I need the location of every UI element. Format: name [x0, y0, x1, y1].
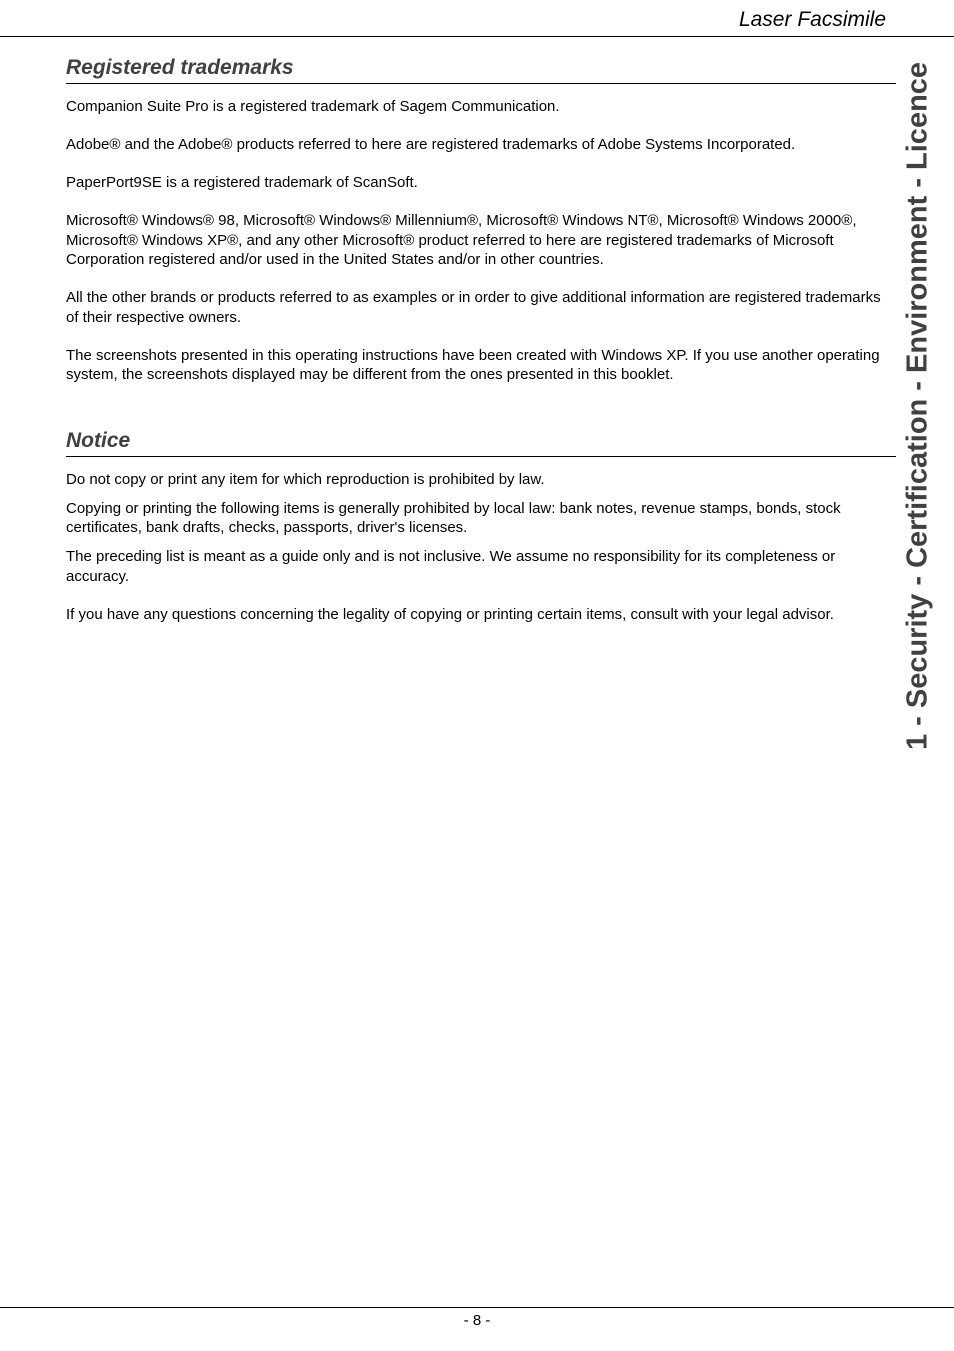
- paragraph: Companion Suite Pro is a registered trademark of Sagem Communication.: [66, 98, 560, 115]
- paragraph: PaperPort9SE is a registered trademark of ScanSoft.: [66, 174, 418, 191]
- page-number: - 8 -: [463, 1312, 491, 1329]
- header-divider: [0, 36, 954, 37]
- paragraph: Copying or printing the following items is generally prohibited by local law: bank notes, revenue stamps, bonds, stock certificates, bank drafts, checks, passports, driver's licenses.: [66, 499, 841, 536]
- paragraph: Adobe® and the Adobe® products referred to here are registered trademarks of Adobe Systems Incorporated.: [66, 136, 796, 153]
- section-heading-notice: Notice: [66, 427, 896, 457]
- chapter-side-tab-label: 1 - Security - Certification - Environment - Licence: [901, 61, 934, 751]
- document-header-title: Laser Facsimile: [738, 8, 886, 31]
- page-content: [66, 54, 896, 624]
- section-heading-trademarks: Registered trademarks: [66, 54, 896, 84]
- paragraph: All the other brands or products referred to as examples or in order to give additional information are registered trademarks of their respective owners.: [66, 289, 881, 326]
- paragraph: Do not copy or print any item for which reproduction is prohibited by law.: [66, 470, 545, 488]
- paragraph: Microsoft® Windows® 98, Microsoft® Windows® Millennium®, Microsoft® Windows NT®, Microsoft® Windows 2000®, Microsoft® Windows XP®, and any other Microsoft® product referred to here are registered trademarks of Microsoft Corporation registered and/or used in the United States and/or in other countries.: [66, 212, 857, 268]
- footer-divider: [0, 1307, 954, 1308]
- paragraph: If you have any questions concerning the legality of copying or printing certain items, consult with your legal advisor.: [66, 605, 834, 623]
- paragraph: The preceding list is meant as a guide only and is not inclusive. We assume no responsibility for its completeness or accuracy.: [66, 548, 836, 585]
- section-registered-trademarks: [66, 54, 896, 385]
- section-notice: [66, 427, 896, 625]
- paragraph: The screenshots presented in this operating instructions have been created with Windows XP. If you use another operating system, the screenshots displayed may be different from the ones presented in this booklet.: [66, 346, 880, 383]
- chapter-side-tab: [896, 56, 940, 756]
